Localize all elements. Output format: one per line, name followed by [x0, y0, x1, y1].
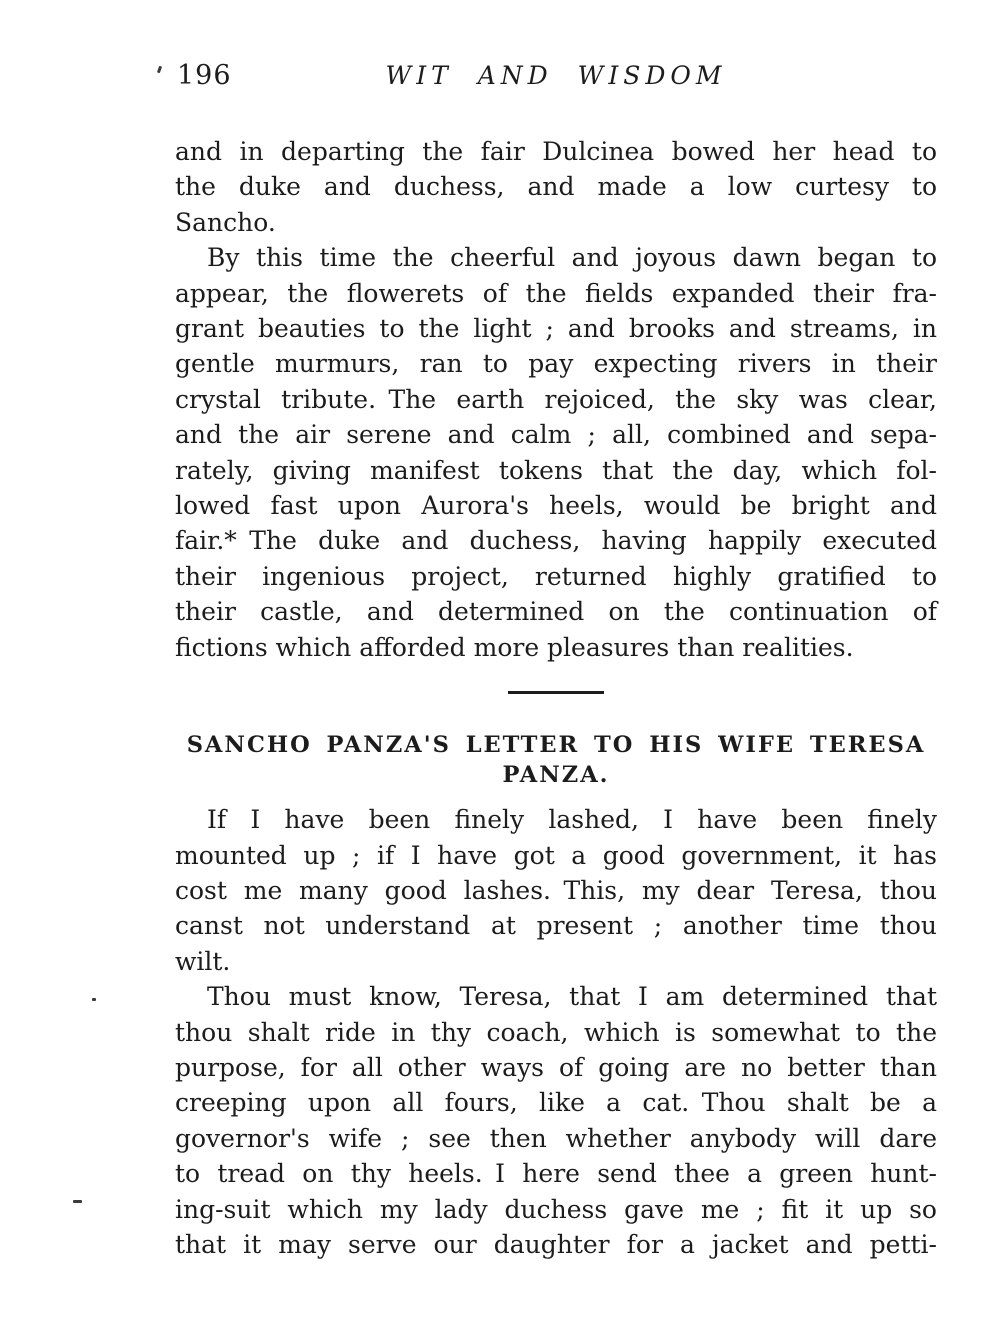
- text-line: canst not understand at present ; another time thou: [175, 911, 937, 941]
- text-line: and in departing the fair Dulcinea bowed her head to: [175, 137, 937, 166]
- text-line: creeping upon all fours, like a cat. Thou shalt be a: [175, 1088, 937, 1118]
- scan-artifact: [73, 1200, 82, 1203]
- text-line: gentle murmurs, ran to pay expecting rivers in their: [175, 349, 937, 379]
- text-line: crystal tribute. The earth rejoiced, the sky was clear,: [175, 384, 937, 414]
- text-line: grant beauties to the light ; and brooks and streams, in: [175, 314, 937, 344]
- page-header: [175, 60, 937, 94]
- scan-artifact: [157, 66, 162, 74]
- text-line: ing-suit which my lady duchess gave me ; fit it up so: [175, 1194, 937, 1224]
- paragraph: [175, 979, 937, 1262]
- text-block: [175, 0, 937, 1262]
- text-line: Thou must know, Teresa, that I am determined that: [207, 982, 937, 1012]
- paragraph: [175, 802, 937, 979]
- section-divider: [508, 691, 604, 694]
- text-line: Sancho.: [175, 207, 276, 237]
- paragraph: [175, 134, 937, 240]
- text-line: governor's wife ; see then whether anybody will dare: [175, 1123, 937, 1153]
- text-line: purpose, for all other ways of going are no better than: [175, 1052, 937, 1082]
- text-line: the duke and duchess, and made a low curtesy to: [175, 172, 937, 202]
- text-line: cost me many good lashes. This, my dear Teresa, thou: [175, 875, 937, 905]
- text-line: to tread on thy heels. I here send thee a green hunt-: [175, 1159, 937, 1189]
- text-line: fictions which afforded more pleasures than realities.: [175, 632, 854, 662]
- text-line: and the air serene and calm ; all, combined and sepa-: [175, 420, 937, 450]
- paragraph: [175, 240, 937, 665]
- text-line: By this time the cheerful and joyous dawn began to: [207, 243, 937, 273]
- text-line: If I have been finely lashed, I have been finely: [207, 805, 937, 835]
- text-line: rately, giving manifest tokens that the day, which fol-: [175, 455, 937, 485]
- text-line: fair.* The duke and duchess, having happily executed: [175, 526, 937, 556]
- text-line: lowed fast upon Aurora's heels, would be bright and: [175, 491, 937, 521]
- text-line: appear, the flowerets of the fields expanded their fra-: [175, 278, 937, 308]
- text-line: wilt.: [175, 946, 231, 976]
- text-line: that it may serve our daughter for a jacket and petti-: [175, 1229, 937, 1259]
- letter-paragraphs: [175, 802, 937, 1262]
- text-line: their ingenious project, returned highly gratified to: [175, 561, 937, 591]
- text-line: their castle, and determined on the continuation of: [175, 597, 937, 627]
- section-heading: SANCHO PANZA'S LETTER TO HIS WIFE TERESA PANZA.: [186, 732, 926, 789]
- text-line: thou shalt ride in thy coach, which is somewhat to the: [175, 1017, 937, 1047]
- page-number: 196: [177, 60, 232, 91]
- text-line: mounted up ; if I have got a good government, it has: [175, 840, 937, 870]
- scan-artifact: [92, 998, 96, 1001]
- running-head: WIT AND WISDOM: [385, 61, 727, 90]
- intro-paragraphs: [175, 134, 937, 665]
